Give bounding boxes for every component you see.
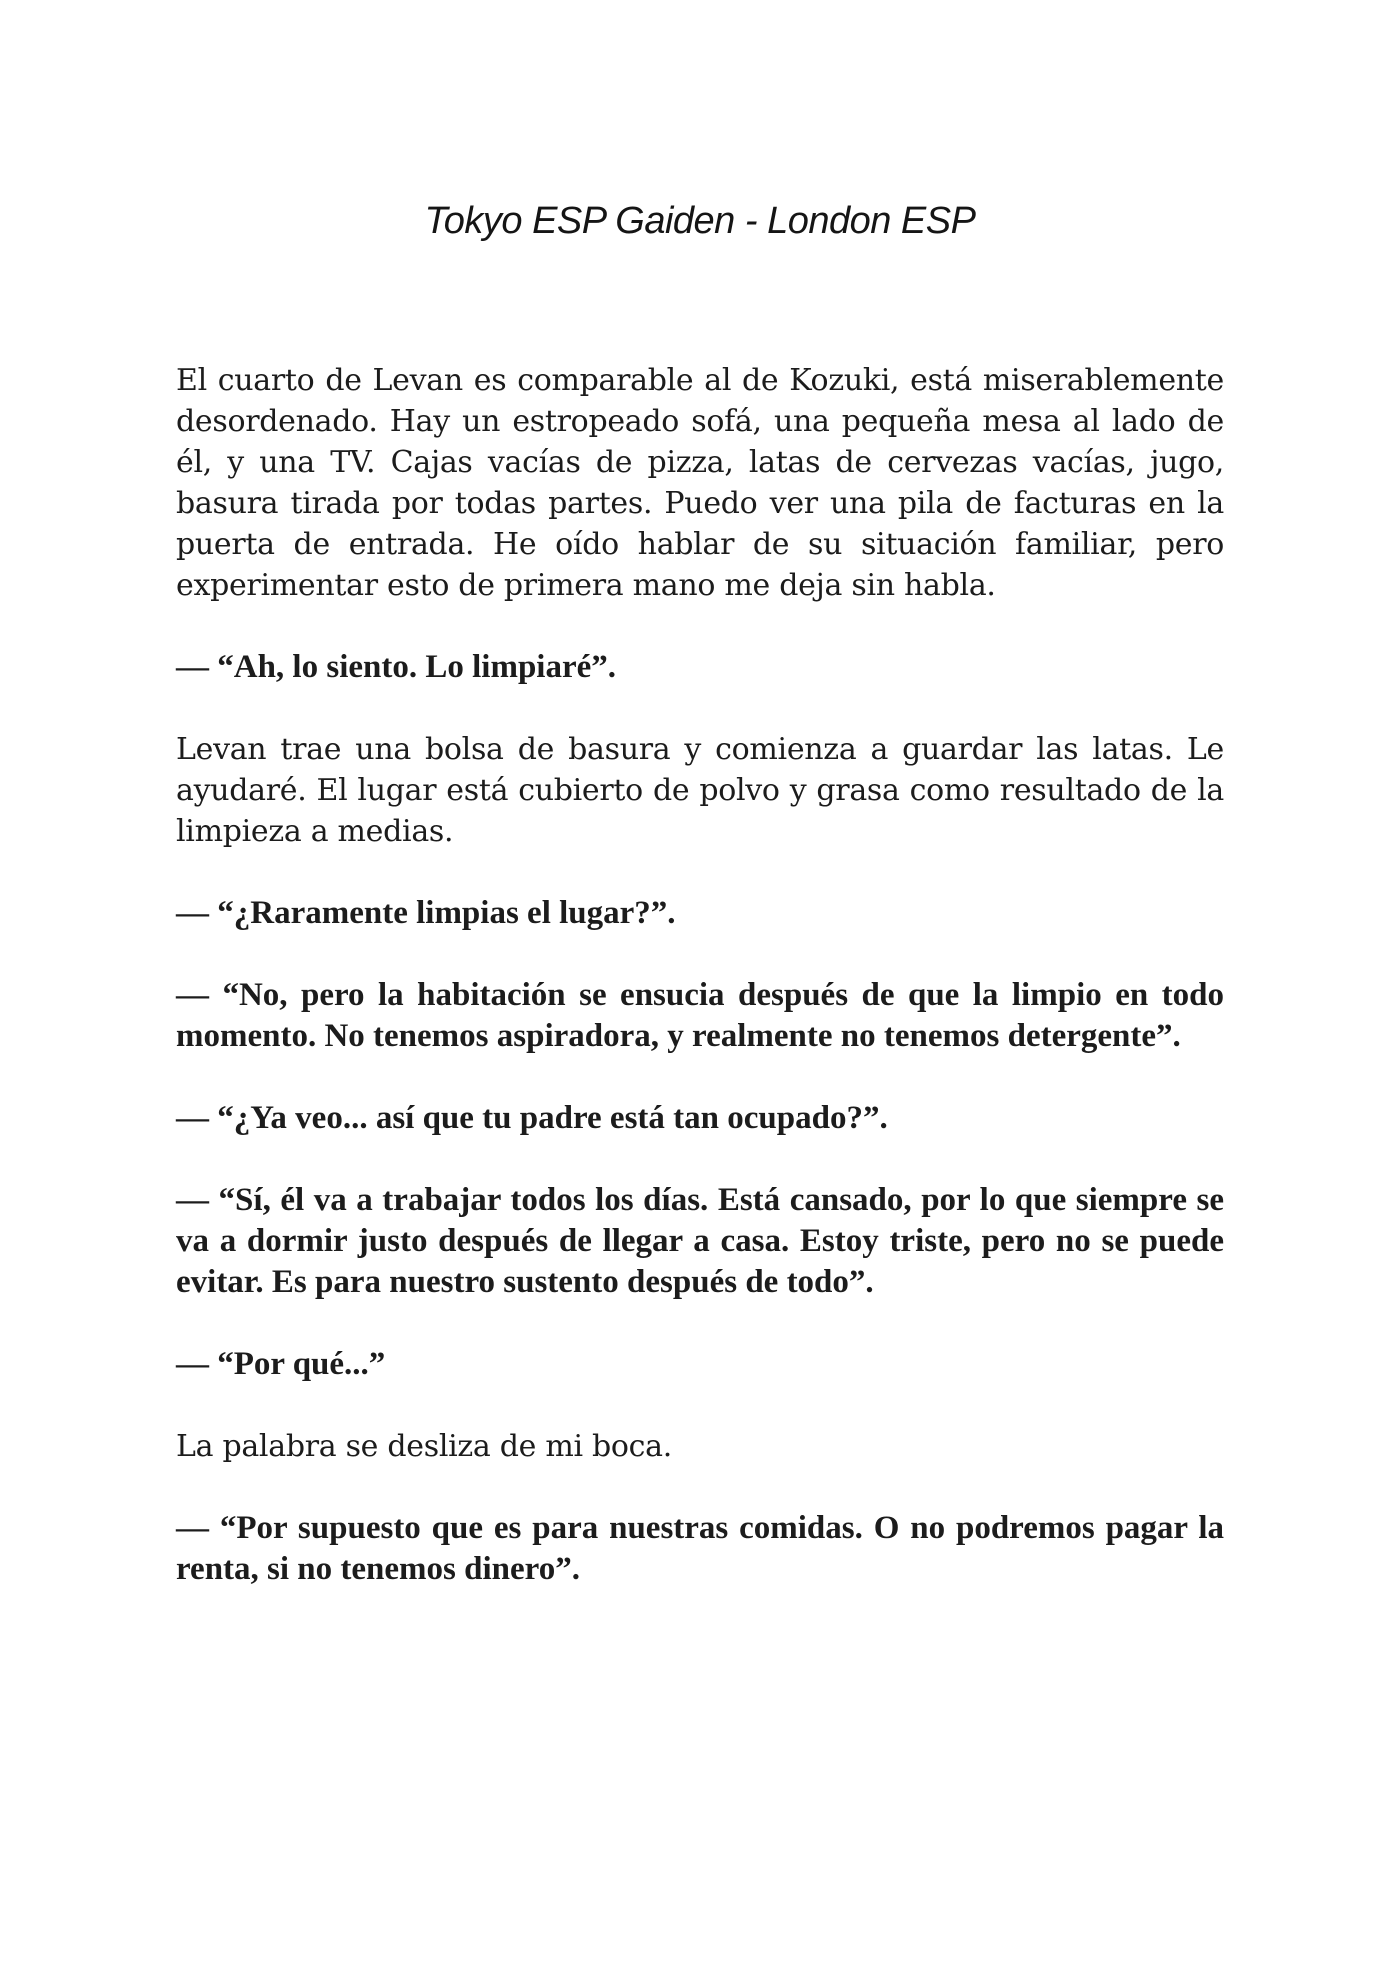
dialogue-line-4: — “¿Ya veo... así que tu padre está tan ocupado?”. (176, 1100, 888, 1136)
paragraph-2: Levan trae una bolsa de basura y comienza a guardar las latas. Le ayudaré. El lugar está cubierto de polvo y grasa como resultado de la limpieza a medias. (176, 732, 1224, 849)
body-text (176, 360, 1224, 1631)
dialogue-line-2: — “¿Raramente limpias el lugar?”. (176, 895, 676, 931)
paragraph-1: El cuarto de Levan es comparable al de Kozuki, está miserablemente desordenado. Hay un estropeado sofá, una pequeña mesa al lado de él, y una TV. Cajas vacías de pizza, latas de cervezas vacías, jugo, basura tirada por todas partes. Puedo ver una pila de facturas en la puerta de entrada. He oído hablar de su situación familiar, pero experimentar esto de primera mano me deja sin habla. (176, 363, 1224, 603)
paragraph-3: La palabra se desliza de mi boca. (176, 1429, 672, 1464)
dialogue-line-3: — “No, pero la habitación se ensucia después de que la limpio en todo momento. No tenemos aspiradora, y realmente no tenemos detergente”. (176, 977, 1224, 1054)
page-title: Tokyo ESP Gaiden - London ESP (424, 200, 976, 242)
dialogue-line-7: — “Por supuesto que es para nuestras comidas. O no podremos pagar la renta, si no tenemos dinero”. (176, 1510, 1224, 1587)
dialogue-line-6: — “Por qué...” (176, 1346, 386, 1382)
dialogue-line-5: — “Sí, él va a trabajar todos los días. Está cansado, por lo que siempre se va a dormir justo después de llegar a casa. Estoy triste, pero no se puede evitar. Es para nuestro sustento después de todo”. (176, 1182, 1224, 1300)
dialogue-line-1: — “Ah, lo siento. Lo limpiaré”. (176, 649, 617, 685)
